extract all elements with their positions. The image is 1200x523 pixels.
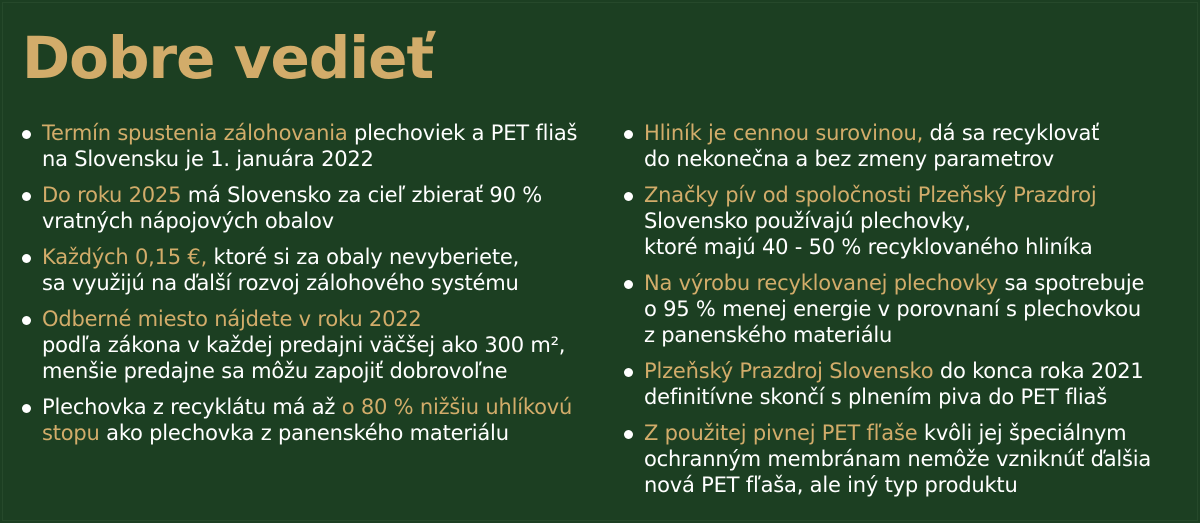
page-title: Dobre vedieť: [22, 24, 434, 92]
highlighted-text: Na výrobu recyklovanej plechovky: [644, 271, 999, 295]
fact-item: [22, 244, 602, 296]
highlighted-text: Termín spustenia zálohovania: [42, 121, 348, 145]
fact-item: [22, 394, 602, 446]
bullet-icon: [624, 192, 633, 201]
fact-item: [624, 420, 1184, 498]
fact-item: [624, 270, 1184, 348]
left-fact-list: [22, 120, 602, 456]
bullet-icon: [624, 368, 633, 377]
highlighted-text: Plzeňský Prazdroj Slovensko: [644, 359, 934, 383]
bullet-icon: [22, 254, 31, 263]
fact-item: [624, 358, 1184, 410]
body-text: Plechovka z recyklátu má až: [42, 395, 342, 419]
highlighted-text: Každých 0,15 €,: [42, 245, 208, 269]
body-text: kvôli jej špeciálnym: [917, 421, 1127, 445]
bullet-icon: [624, 130, 633, 139]
highlighted-text: Odberné miesto nájdete v roku 2022: [42, 307, 422, 331]
highlighted-text: stopu: [42, 421, 100, 445]
fact-item: [624, 182, 1184, 260]
bullet-icon: [22, 404, 31, 413]
body-text: o 95 % menej energie v porovnaní s plechovkou: [644, 297, 1141, 321]
body-text: do nekonečna a bez zmeny parametrov: [644, 147, 1055, 171]
highlighted-text: Z použitej pivnej PET fľaše: [644, 421, 918, 445]
body-text: ktoré majú 40 - 50 % recyklovaného hliníka: [644, 235, 1093, 259]
body-text: sa spotrebuje: [998, 271, 1145, 295]
bullet-icon: [624, 280, 633, 289]
body-text: dá sa recyklovať: [923, 121, 1100, 145]
fact-item: [22, 182, 602, 234]
bullet-icon: [624, 430, 633, 439]
fact-item: [624, 120, 1184, 172]
body-text: plechoviek a PET fliaš: [347, 121, 578, 145]
body-text: definitívne skončí s plnením piva do PET fliaš: [644, 385, 1107, 409]
body-text: na Slovensku je 1. januára 2022: [42, 147, 374, 171]
body-text: ktoré si za obaly nevyberiete,: [207, 245, 520, 269]
highlighted-text: Do roku 2025: [42, 183, 182, 207]
body-text: menšie predajne sa môžu zapojiť dobrovoľne: [42, 359, 508, 383]
fact-item: [22, 306, 602, 384]
fact-item: [22, 120, 602, 172]
highlighted-text: o 80 % nižšiu uhlíkovú: [341, 395, 573, 419]
right-fact-list: [624, 120, 1184, 508]
body-text: z panenského materiálu: [644, 323, 893, 347]
bullet-icon: [22, 192, 31, 201]
body-text: ako plechovka z panenského materiálu: [99, 421, 509, 445]
highlighted-text: Značky pív od spoločnosti Plzeňský Prazdroj: [644, 183, 1097, 207]
body-text: podľa zákona v každej predajni väčšej ako 300 m²,: [42, 333, 566, 357]
body-text: do konca roka 2021: [933, 359, 1144, 383]
body-text: sa využijú na ďalší rozvoj zálohového systému: [42, 271, 519, 295]
bullet-icon: [22, 316, 31, 325]
bullet-icon: [22, 130, 31, 139]
body-text: má Slovensko za cieľ zbierať 90 %: [181, 183, 542, 207]
highlighted-text: Hliník je cennou surovinou,: [644, 121, 924, 145]
body-text: Slovensko používajú plechovky,: [644, 209, 971, 233]
body-text: nová PET fľaša, ale iný typ produktu: [644, 473, 1018, 497]
body-text: vratných nápojových obalov: [42, 209, 334, 233]
body-text: ochranným membránam nemôže vzniknúť ďalšia: [644, 447, 1152, 471]
